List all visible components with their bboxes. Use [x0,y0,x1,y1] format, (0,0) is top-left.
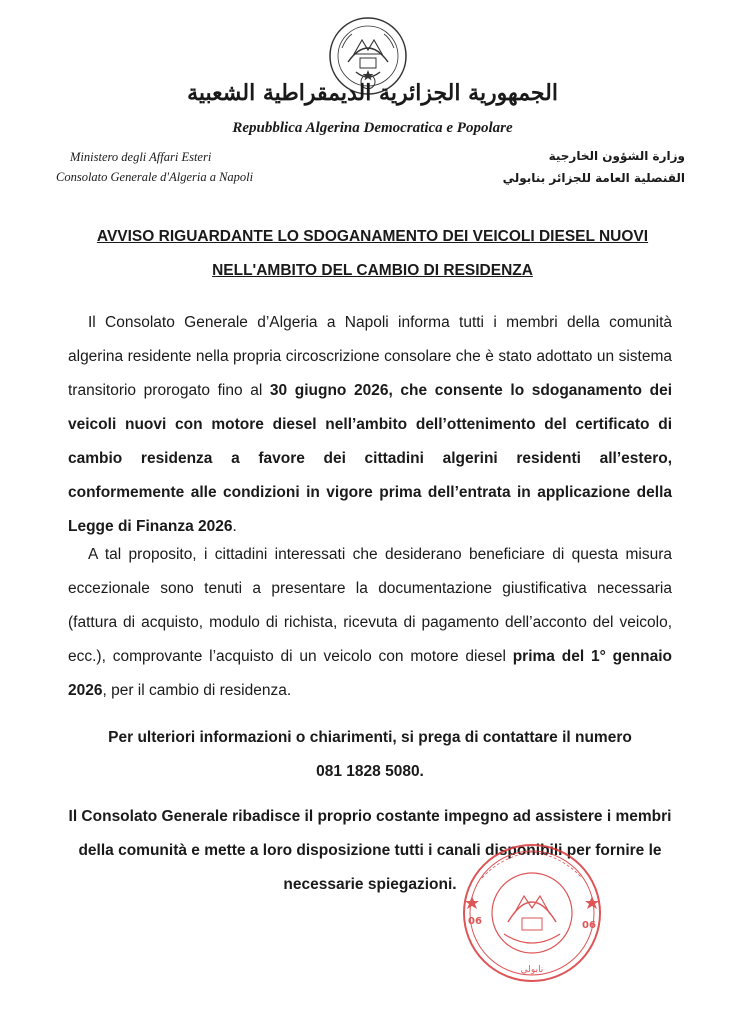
paragraph-1-bold: 30 giugno 2026, che consente lo sdoganamento dei veicoli nuovi con motore diesel nell’ambito dell’ottenimento del certificato di cambio residenza a favore dei cittadini algerini residenti all’estero, conformemente alle condizioni in vigore prima dell’entrata in applicazione della Legge di Finanza 2026 [68,382,673,535]
ministry-arabic: وزارة الشؤون الخارجية [548,149,685,163]
paragraph-1-text: Il Consolato Generale d’Algeria a Napoli informa tutti i membri della comunità algerina residente nella propria circoscrizione consolare che è stato adottato un sistema transitorio prorogato fino al [68,314,672,399]
republic-title-arabic: الجمهورية الجزائرية الديمقراطية الشعبية [187,80,558,106]
notice-title [60,220,685,288]
contact-line: Per ulteriori informazioni o chiarimenti, si prega di contattare il numero [108,729,632,746]
ministry-italian: Ministero degli Affari Esteri [70,150,212,164]
consulate-arabic: القنصلية العامة للجزائر بنابولي [502,171,685,185]
paragraph-1-end: . [232,518,237,535]
phone-number: 081 1828 5080. [316,763,424,780]
consulate-italian: Consolato Generale d'Algeria a Napoli [56,170,254,184]
paragraph-2-bold: prima del 1° gennaio 2026 [68,648,672,699]
notice-title-line-1: AVVISO RIGUARDANTE LO SDOGANAMENTO DEI VEICOLI DIESEL NUOVI [96,228,649,245]
paragraph-1 [68,306,672,544]
stamp-number-left: 06 [468,916,482,927]
issuer-block-italian [56,147,253,187]
consulate-stamp-icon [452,838,612,988]
issuer-block-arabic [503,145,685,189]
notice-title-line-2: NELL'AMBITO DEL CAMBIO DI RESIDENZA [212,262,533,279]
republic-title-italian: Repubblica Algerina Democratica e Popolare [232,120,513,136]
closing-paragraph: Il Consolato Generale ribadisce il proprio costante impegno ad assistere i membri della comunità e mette a loro disposizione tutti i canali disponibili per fornire le necessarie spiegazioni. [68,808,672,893]
stamp-city-arabic: نابولي [520,965,544,975]
paragraph-2 [68,538,672,708]
paragraph-2-text: A tal proposito, i cittadini interessati che desiderano beneficiare di questa misura eccezionale sono tenuti a presentare la documentazione giustificativa necessaria (fattura di acquisto, modulo di richista, ricevuta di pagamento dell’acconto del veicolo, ecc.), comprovante l’acquisto di un veicolo con motore diesel [68,546,672,665]
paragraph-2-end: , per il cambio di residenza. [102,682,292,699]
contact-block [68,721,672,789]
stamp-number-right: 06 [582,920,596,931]
